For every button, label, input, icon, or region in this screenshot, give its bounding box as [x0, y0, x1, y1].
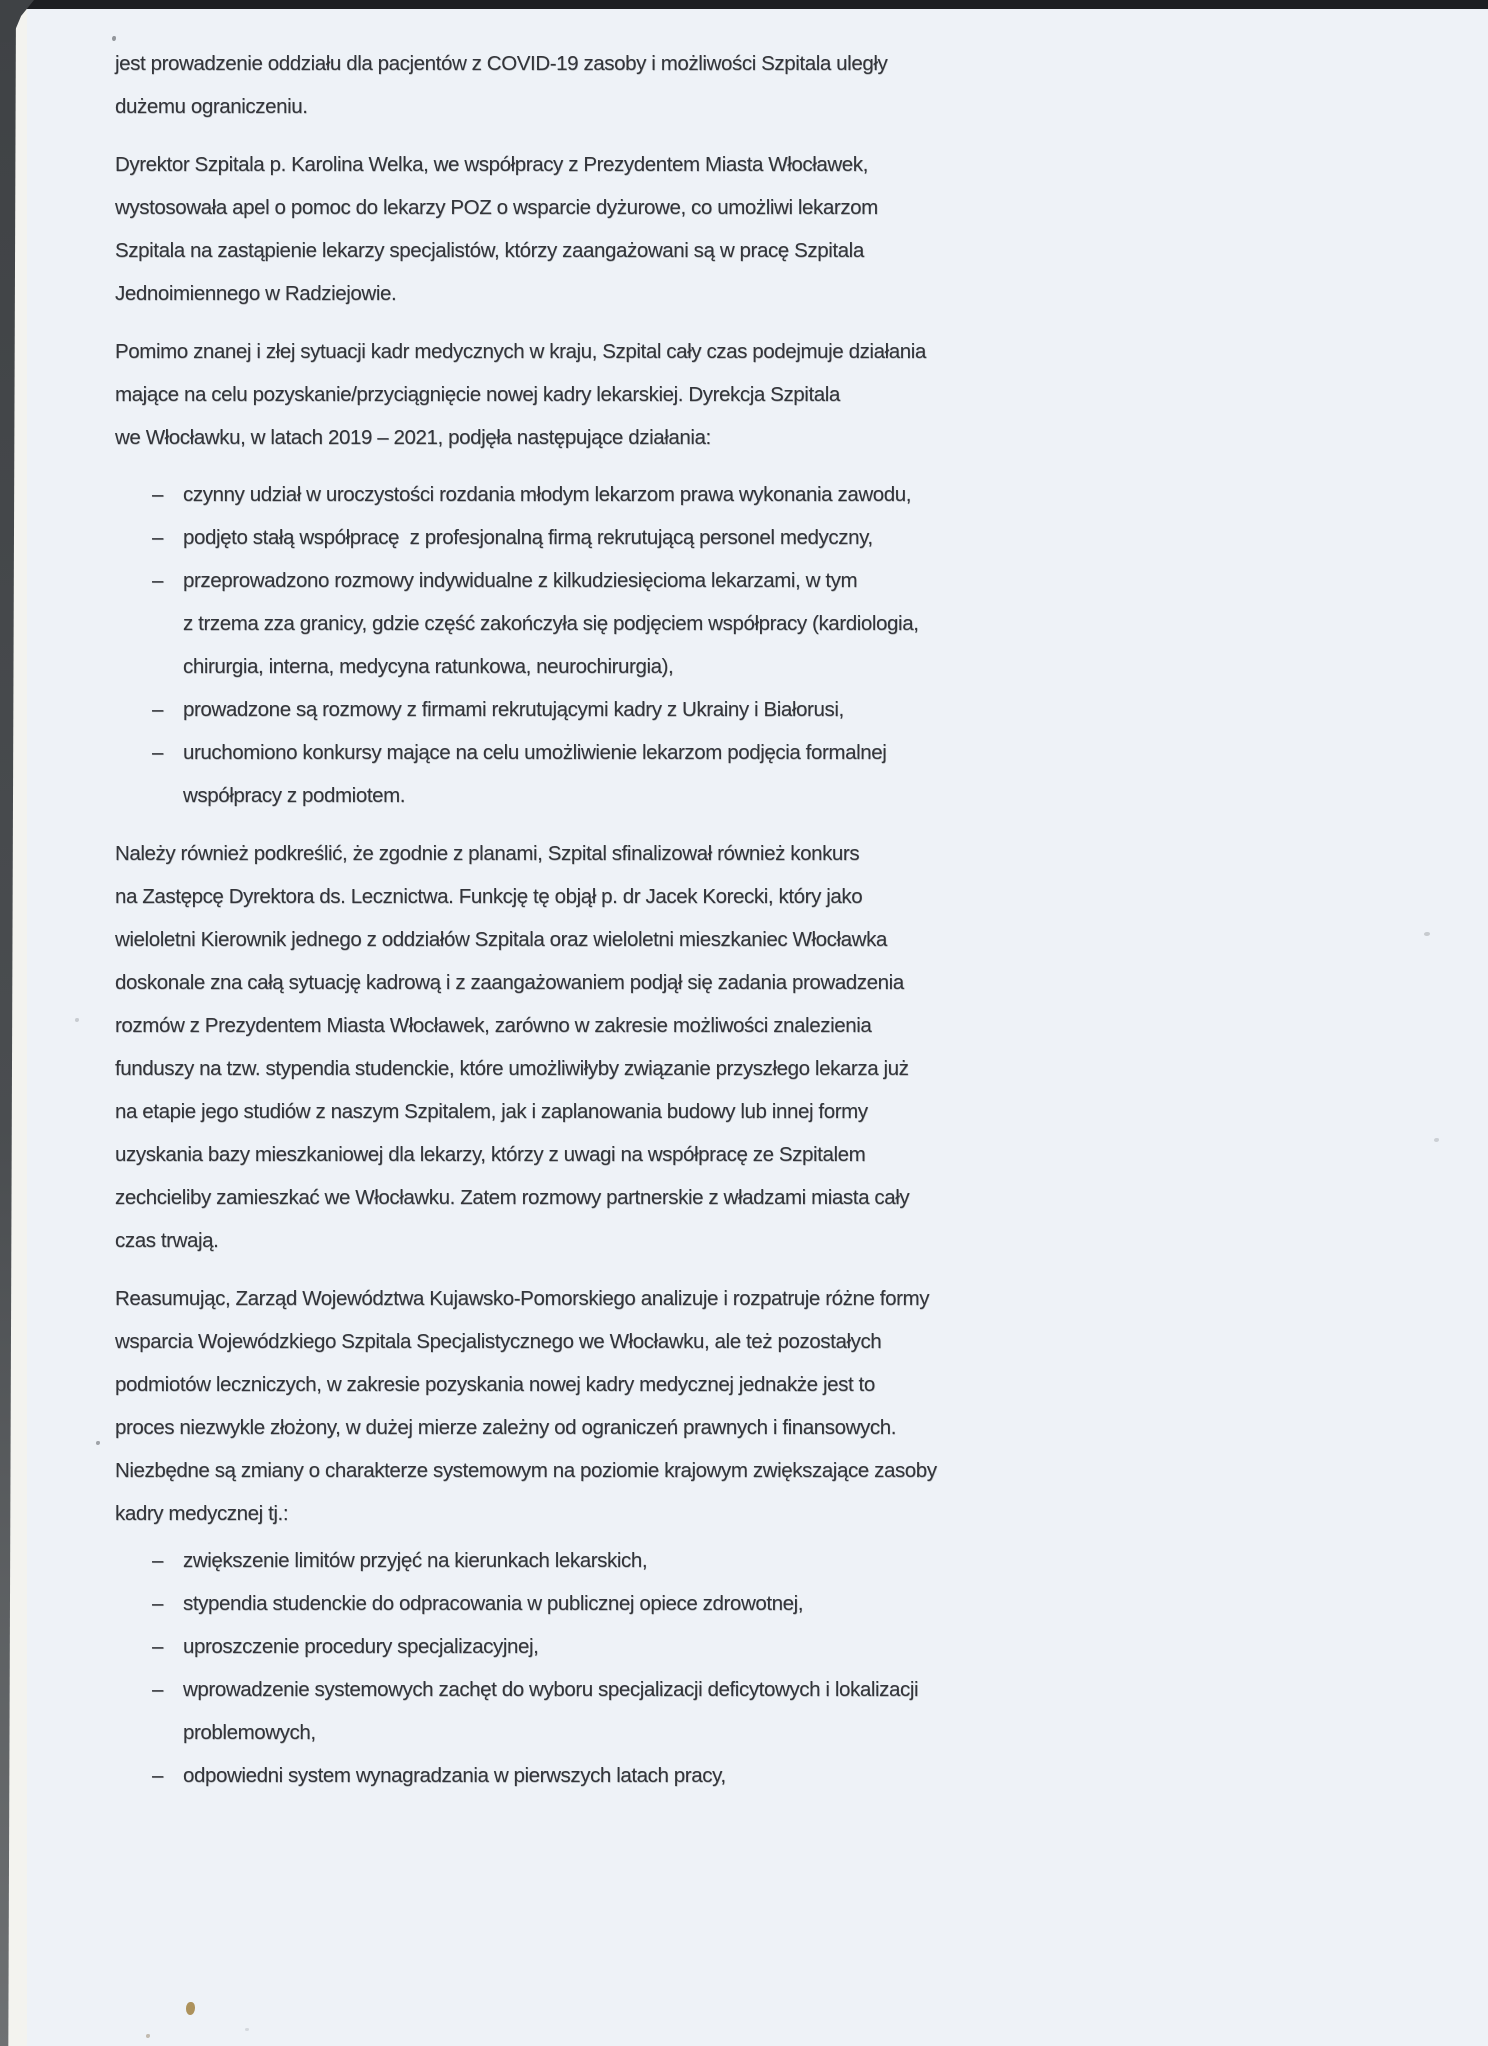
text-line: kadry medycznej tj.: — [115, 1502, 289, 1525]
text-line: wystosowała apel o pomoc do lekarzy POZ o wsparcie dyżurowe, co umożliwi lekarzom — [115, 196, 878, 219]
list-item — [115, 473, 1435, 516]
text-line: z trzema zza granicy, gdzie część zakończyła się podjęciem współpracy (kardiologia, — [183, 612, 919, 635]
list-item — [115, 1582, 1435, 1625]
paragraph-director-appeal — [115, 143, 1435, 315]
text-line: Niezbędne są zmiany o charakterze systemowym na poziomie krajowym zwiększające zasoby — [115, 1459, 937, 1482]
list-item-text — [183, 516, 1435, 559]
text-line: rozmów z Prezydentem Miasta Włocławek, zarówno w zakresie możliwości znalezienia — [115, 1014, 872, 1037]
list-item-text — [183, 473, 1435, 516]
list-item — [115, 731, 1435, 817]
text-line: proces niezwykle złożony, w dużej mierze zależny od ograniczeń prawnych i finansowych. — [115, 1416, 897, 1439]
scanner-edge-top — [0, 0, 1488, 9]
bullet-dash: – — [152, 1764, 164, 1787]
text-line: na Zastępcę Dyrektora ds. Lecznictwa. Funkcję tę objął p. dr Jacek Korecki, który jako — [115, 885, 863, 908]
text-line: podjęto stałą współpracę z profesjonalną firmą rekrutującą personel medyczny, — [183, 526, 873, 549]
list-item — [115, 688, 1435, 731]
text-line: wsparcia Wojewódzkiego Szpitala Specjalistycznego we Włocławku, ale też pozostałych — [115, 1330, 882, 1353]
text-line: Reasumując, Zarząd Województwa Kujawsko-Pomorskiego analizuje i rozpatruje różne formy — [115, 1287, 930, 1310]
bullet-dash: – — [152, 1678, 164, 1701]
text-line: na etapie jego studiów z naszym Szpitalem, jak i zaplanowania budowy lub innej formy — [115, 1100, 868, 1123]
list-item-text — [183, 1668, 1435, 1754]
text-line: Jednoimiennego w Radziejowie. — [115, 282, 397, 305]
bullet-dash: – — [152, 569, 164, 592]
bullet-dash: – — [152, 1592, 164, 1615]
list-item — [115, 516, 1435, 559]
paragraph-covid-capacity — [115, 42, 1435, 128]
text-line: zwiększenie limitów przyjęć na kierunkach lekarskich, — [183, 1549, 648, 1572]
text-line: uzyskania bazy mieszkaniowej dla lekarzy, którzy z uwagi na współpracę ze Szpitalem — [115, 1143, 866, 1166]
bullet-dash: – — [152, 483, 164, 506]
list-item-text — [183, 688, 1435, 731]
bullet-dash: – — [152, 698, 164, 721]
list-item — [115, 559, 1435, 688]
text-line: doskonale zna całą sytuację kadrową i z zaangażowaniem podjął się zadania prowadzenia — [115, 971, 904, 994]
text-line: zechcieliby zamieszkać we Włocławku. Zatem rozmowy partnerskie z władzami miasta cały — [115, 1186, 910, 1209]
bullet-dash: – — [152, 1635, 164, 1658]
list-item — [115, 1625, 1435, 1668]
list-item-text — [183, 1625, 1435, 1668]
text-line: podmiotów leczniczych, w zakresie pozyskania nowej kadry medycznej jednakże jest to — [115, 1373, 875, 1396]
list-item — [115, 1668, 1435, 1754]
list-item — [115, 1539, 1435, 1582]
scanner-edge-left — [0, 0, 16, 2046]
list-item — [115, 1754, 1435, 1797]
text-line: chirurgia, interna, medycyna ratunkowa, neurochirurgia), — [183, 655, 674, 678]
paragraph-staff-situation — [115, 330, 1435, 459]
text-line: wieloletni Kierownik jednego z oddziałów Szpitala oraz wieloletni mieszkaniec Włocławka — [115, 928, 887, 951]
bullet-list-actions — [115, 473, 1435, 817]
text-line: współpracy z podmiotem. — [183, 784, 406, 807]
text-line: Dyrektor Szpitala p. Karolina Welka, we współpracy z Prezydentem Miasta Włocławek, — [115, 153, 868, 176]
text-line: mające na celu pozyskanie/przyciągnięcie nowej kadry lekarskiej. Dyrekcja Szpitala — [115, 383, 840, 406]
text-line: Pomimo znanej i złej sytuacji kadr medycznych w kraju, Szpital cały czas podejmuje działania — [115, 340, 926, 363]
bullet-dash: – — [152, 1549, 164, 1572]
text-line: we Włocławku, w latach 2019 – 2021, podjęła następujące działania: — [115, 426, 711, 449]
list-item-text — [183, 1539, 1435, 1582]
text-line: dużemu ograniczeniu. — [115, 95, 308, 118]
text-line: wprowadzenie systemowych zachęt do wyboru specjalizacji deficytowych i lokalizacji — [183, 1678, 919, 1701]
text-line: czynny udział w uroczystości rozdania młodym lekarzom prawa wykonania zawodu, — [183, 483, 912, 506]
text-line: Należy również podkreślić, że zgodnie z planami, Szpital sfinalizował również konkurs — [115, 842, 860, 865]
list-item-text — [183, 1582, 1435, 1625]
text-line: jest prowadzenie oddziału dla pacjentów z COVID-19 zasoby i możliwości Szpitala uległy — [115, 52, 888, 75]
text-line: przeprowadzono rozmowy indywidualne z kilkudziesięcioma lekarzami, w tym — [183, 569, 858, 592]
paragraph-deputy-director — [115, 832, 1435, 1262]
document-text — [115, 42, 1435, 1797]
bullet-dash: – — [152, 741, 164, 764]
text-line: stypendia studenckie do odpracowania w publicznej opiece zdrowotnej, — [183, 1592, 804, 1615]
list-item-text — [183, 1754, 1435, 1797]
text-line: problemowych, — [183, 1721, 316, 1744]
text-line: czas trwają. — [115, 1229, 219, 1252]
text-line: prowadzone są rozmowy z firmami rekrutującymi kadry z Ukrainy i Białorusi, — [183, 698, 844, 721]
list-item-text — [183, 559, 1435, 688]
list-item-text — [183, 731, 1435, 817]
paragraph-summary — [115, 1277, 1435, 1535]
bullet-dash: – — [152, 526, 164, 549]
text-line: odpowiedni system wynagradzania w pierwszych latach pracy, — [183, 1764, 726, 1787]
text-line: funduszy na tzw. stypendia studenckie, które umożliwiłyby związanie przyszłego lekarza już — [115, 1057, 909, 1080]
text-line: uruchomiono konkursy mające na celu umożliwienie lekarzom podjęcia formalnej — [183, 741, 887, 764]
bullet-list-system-changes — [115, 1539, 1435, 1797]
text-line: Szpitala na zastąpienie lekarzy specjalistów, którzy zaangażowani są w pracę Szpitala — [115, 239, 864, 262]
text-line: uproszczenie procedury specjalizacyjnej, — [183, 1635, 539, 1658]
